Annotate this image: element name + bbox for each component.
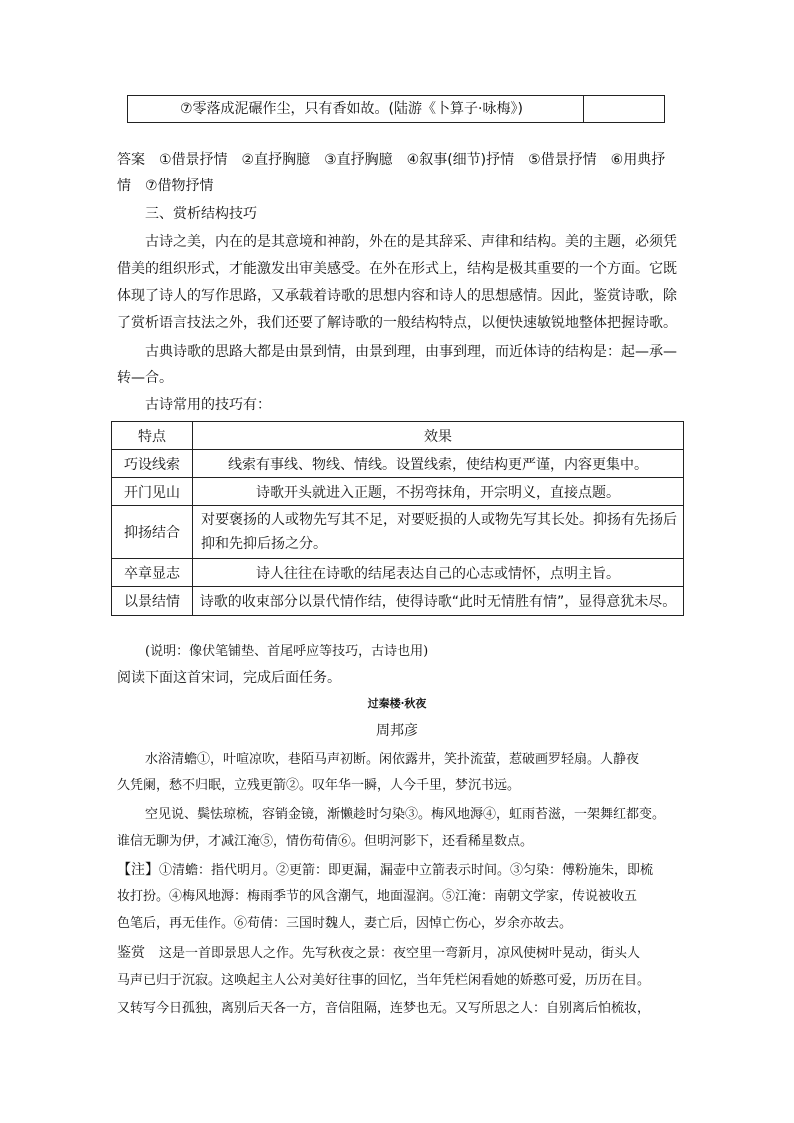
table-row [112,478,684,506]
technique-name: 卒章显志 [112,559,193,587]
answer-line-2: 情 ⑦借物抒情 [117,178,214,194]
annotation-text: ①清蟾：指代明月。②更箭：即更漏，漏壶中立箭表示时间。③匀染：傅粉施朱，即梳 [159,863,654,878]
annotation-line-2: 妆打扮。④梅风地溽：梅雨季节的风含潮气，地面湿润。⑤江淹：南朝文学家，传说被收五 [117,889,638,904]
technique-name: 巧设线索 [112,450,193,478]
poem-line: 水浴清蟾①，叶喧凉吹，巷陌马声初断。闲依露井，笑扑流萤，惹破画罗轻扇。人静夜 [145,752,640,767]
technique-effect-line: 抑和先抑后扬之分。 [201,536,327,552]
para2-line: 转—合。 [117,370,173,386]
annotation-line-1 [117,856,653,885]
para2-line: 古典诗歌的思路大都是由景到情，由景到理，由事到理，而近体诗的结构是：起—承— [145,344,677,360]
para1-line: 借美的组织形式，才能激发出审美感受。在外在形式上，结构是极其重要的一个方面。它既 [117,261,677,277]
technique-name: 以景结情 [112,587,193,616]
appreciation-label: 鉴赏 [117,945,145,961]
poem-author: 周邦彦 [376,723,418,739]
para1-line: 体现了诗人的写作思路，又承载着诗歌的思想内容和诗人的思想感情。因此，鉴赏诗歌，除 [117,288,677,304]
techniques-table [111,421,684,616]
annotation-line-3: 色笔后，再无佳作。⑥荀倩：三国时魏人，妻亡后，因悼亡伤心，岁余亦故去。 [117,916,573,931]
poem-line: 谁信无聊为伊，才减江淹⑤，情伤荀倩⑥。但明河影下，还看稀星数点。 [117,834,534,849]
technique-name: 开门见山 [112,478,193,506]
para1-line: 古诗之美，内在的是其意境和神韵，外在的是其辞采、声律和结构。美的主题，必须凭 [145,234,677,250]
table-header-row [112,422,684,450]
table-row [112,450,684,478]
header-feature: 特点 [112,422,193,450]
technique-effect: 诗人往往在诗歌的结尾表达自己的心志或情怀，点明主旨。 [193,559,684,587]
appreciation-text: 这是一首即景思人之作。先写秋夜之景：夜空里一弯新月，凉风使树叶晃动，街头人 [159,946,641,961]
header-effect: 效果 [193,422,684,450]
poem-line: 空见说、鬓怯琼梳，容销金镜，渐懒趁时匀染③。梅风地溽④，虹雨苔滋，一架舞红都变。 [145,807,666,822]
table-row [112,559,684,587]
table-row [112,587,684,616]
read-prompt: 阅读下面这首宋词，完成后面任务。 [117,670,341,686]
technique-effect: 线索有事线、物线、情线。设置线索，使结构更严谨，内容更集中。 [193,450,684,478]
technique-name: 抑扬结合 [112,506,193,559]
appreciation-line-3: 又转写今日孤独，离别后天各一方，音信阻隔，连梦也无。又写所思之人：自别离后怕梳妆， [117,1001,651,1016]
section-heading: 三、赏析结构技巧 [145,206,257,222]
appreciation-line-2: 马声已归于沉寂。这唤起主人公对美好往事的回忆，当年凭栏闲看她的娇憨可爱，历历在目。 [117,973,651,988]
top-table-row [127,95,665,123]
note-text: (说明：像伏笔铺垫、首尾呼应等技巧，古诗也用) [145,644,429,659]
appreciation-line-1 [117,939,640,968]
technique-effect-line: 对要褒扬的人或物先写其不足，对要贬损的人或物先写其长处。抑扬有先扬后 [201,512,677,528]
poem-line: 久凭阑，愁不归眠，立残更箭②。叹年华一瞬，人今千里，梦沉书远。 [117,778,521,793]
technique-effect [193,506,684,559]
para1-line: 了赏析语言技法之外，我们还要了解诗歌的一般结构特点，以便快速敏锐地整体把握诗歌。 [117,315,677,331]
answer-line-1: 答案 ①借景抒情 ②直抒胸臆 ③直抒胸臆 ④叙事(细节)抒情 ⑤借景抒情 ⑥用典抒 [117,152,666,168]
techniques-intro: 古诗常用的技巧有： [145,397,271,413]
technique-effect: 诗歌的收束部分以景代情作结，使得诗歌“此时无情胜有情”，显得意犹未尽。 [193,587,684,616]
top-table-text: ⑦零落成泥碾作尘，只有香如故。(陆游《卜算子·咏梅》) [180,101,523,117]
table-row [112,506,684,559]
annotation-label: 【注】 [117,862,159,878]
poem-title: 过秦楼·秋夜 [367,697,427,710]
top-table-text-cell [128,96,584,122]
technique-effect: 诗歌开头就进入正题，不拐弯抹角，开宗明义，直接点题。 [193,478,684,506]
